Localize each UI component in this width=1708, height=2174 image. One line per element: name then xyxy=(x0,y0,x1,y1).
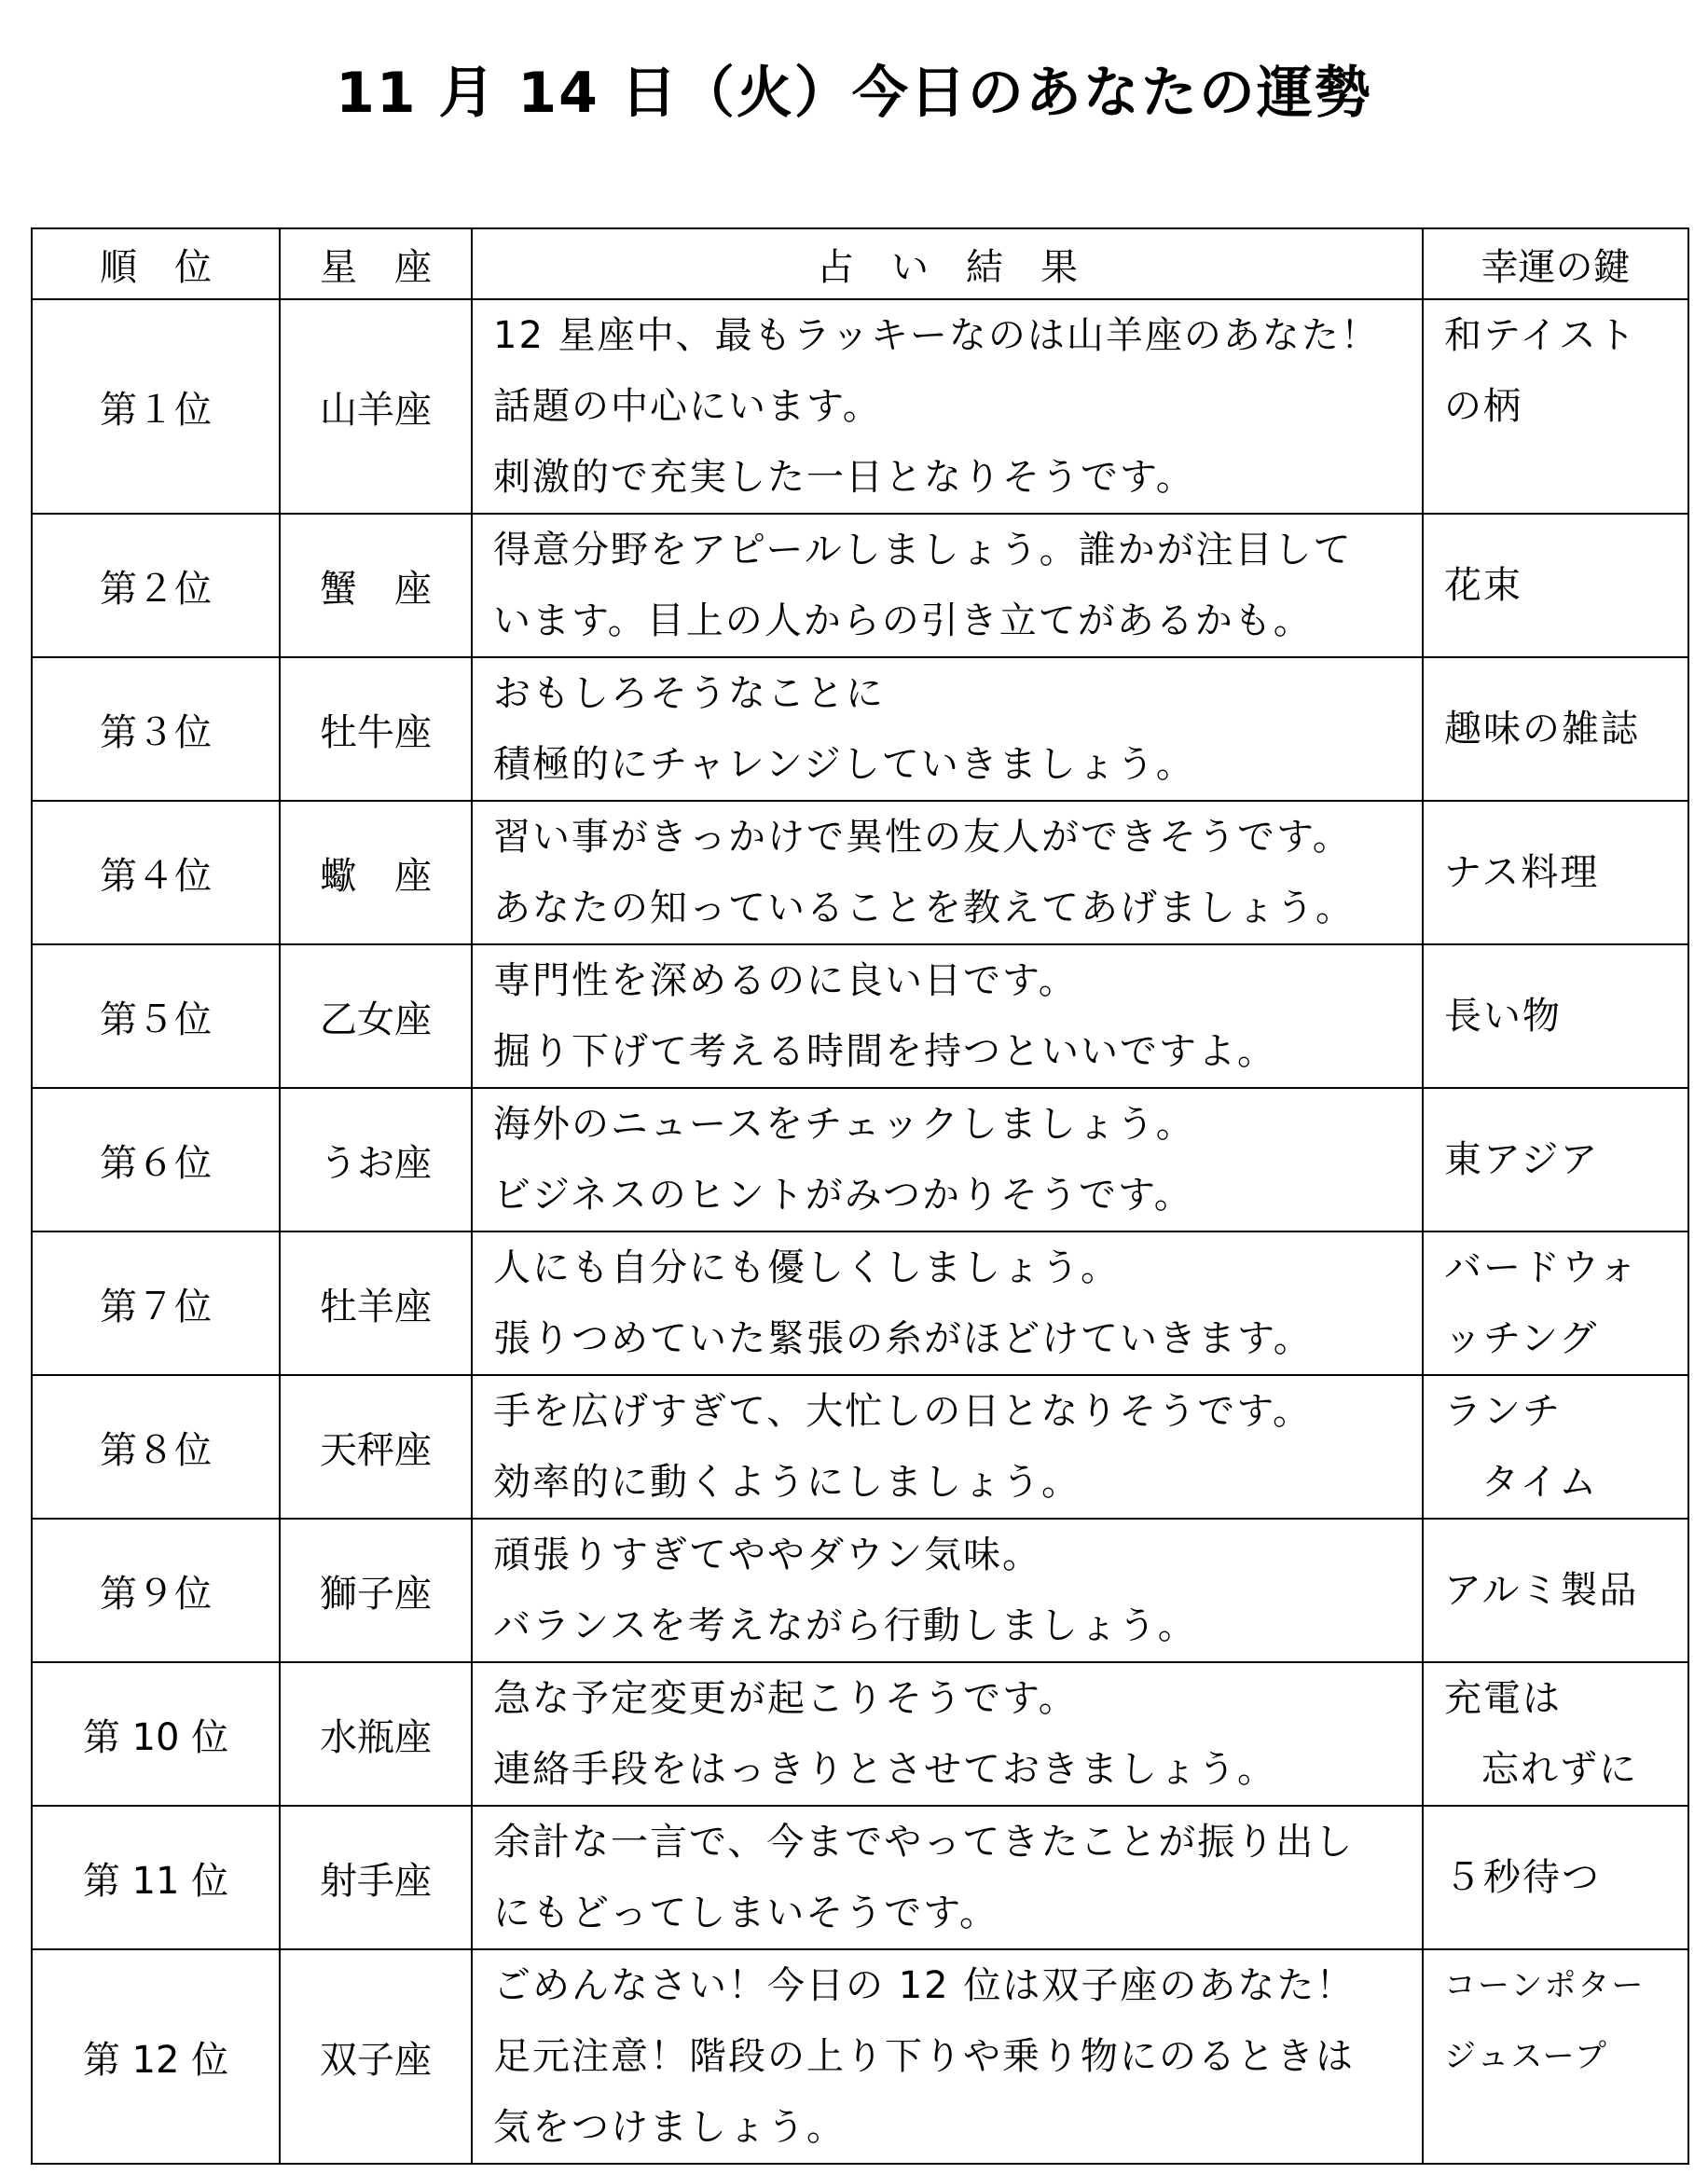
fortune-table xyxy=(31,227,1689,2165)
key-line: ランチ xyxy=(1444,1390,1562,1433)
rank-cell: 第 10 位 xyxy=(32,1662,280,1806)
rank-cell: 第８位 xyxy=(32,1375,280,1519)
result-cell xyxy=(472,1519,1423,1662)
sign-cell: 射手座 xyxy=(280,1806,472,1949)
result-line: 効率的に動くようにしましょう。 xyxy=(493,1461,1081,1504)
rank-cell: 第 12 位 xyxy=(32,1949,280,2164)
header-rank: 順 位 xyxy=(32,228,280,299)
result-line: 急な予定変更が起こりそうです。 xyxy=(493,1677,1078,1720)
key-line: ５秒待つ xyxy=(1444,1856,1601,1899)
rank-cell: 第７位 xyxy=(32,1231,280,1375)
sign-cell: 水瓶座 xyxy=(280,1662,472,1806)
header-result: 占 い 結 果 xyxy=(472,228,1423,299)
key-line: 東アジア xyxy=(1444,1138,1600,1181)
table-row xyxy=(32,657,1688,801)
result-line: ビジネスのヒントがみつかりそうです。 xyxy=(493,1174,1193,1217)
key-line: 充電は xyxy=(1444,1677,1562,1720)
table-row xyxy=(32,1806,1688,1949)
rank-cell: 第３位 xyxy=(32,657,280,801)
table-header-row xyxy=(32,228,1688,299)
sign-cell: 双子座 xyxy=(280,1949,472,2164)
result-line: 頑張りすぎてややダウン気味。 xyxy=(493,1534,1041,1576)
key-cell xyxy=(1423,1949,1688,2164)
key-cell xyxy=(1423,944,1688,1088)
table-row xyxy=(32,1375,1688,1519)
key-cell xyxy=(1423,801,1688,944)
key-cell xyxy=(1423,1662,1688,1806)
result-line: 積極的にチャレンジしていきましょう。 xyxy=(493,743,1195,786)
key-line: ジュスープ xyxy=(1444,2038,1608,2075)
result-line: 人にも自分にも優しくしましょう。 xyxy=(493,1246,1120,1289)
sign-cell: 牡牛座 xyxy=(280,657,472,801)
result-cell xyxy=(472,1662,1423,1806)
table-row xyxy=(32,1662,1688,1806)
result-cell xyxy=(472,1088,1423,1231)
key-cell xyxy=(1423,514,1688,657)
result-line: 連絡手段をはっきりとさせておきましょう。 xyxy=(493,1748,1276,1791)
table-row xyxy=(32,944,1688,1088)
rank-cell: 第６位 xyxy=(32,1088,280,1231)
sign-cell: うお座 xyxy=(280,1088,472,1231)
rank-cell: 第 11 位 xyxy=(32,1806,280,1949)
result-line: 専門性を深めるのに良い日です。 xyxy=(493,959,1078,1002)
sign-cell: 天秤座 xyxy=(280,1375,472,1519)
rank-cell: 第５位 xyxy=(32,944,280,1088)
header-key: 幸運の鍵 xyxy=(1423,228,1688,299)
result-cell xyxy=(472,1806,1423,1949)
result-line: 手を広げすぎて、大忙しの日となりそうです。 xyxy=(493,1390,1312,1433)
key-cell xyxy=(1423,1088,1688,1231)
key-line: バードウォ xyxy=(1444,1246,1639,1289)
key-line: コーンポター xyxy=(1444,1967,1646,2004)
key-line: ッチング xyxy=(1444,1317,1599,1360)
rank-cell: 第２位 xyxy=(32,514,280,657)
key-cell xyxy=(1423,1519,1688,1662)
result-line: 掘り下げて考える時間を持つといいですよ。 xyxy=(493,1030,1276,1073)
sign-cell: 乙女座 xyxy=(280,944,472,1088)
table-row xyxy=(32,514,1688,657)
result-line: 気をつけましょう。 xyxy=(493,2106,846,2149)
key-cell xyxy=(1423,1231,1688,1375)
key-line: 花束 xyxy=(1444,564,1522,607)
result-line: 習い事がきっかけで異性の友人ができそうです。 xyxy=(493,816,1352,859)
key-line: 忘れずに xyxy=(1481,1748,1638,1791)
result-line: 12 星座中、最もラッキーなのは山羊座のあなた！ xyxy=(493,314,1380,357)
table-row xyxy=(32,801,1688,944)
header-sign: 星 座 xyxy=(280,228,472,299)
key-cell xyxy=(1423,657,1688,801)
result-cell xyxy=(472,1231,1423,1375)
key-line: 長い物 xyxy=(1444,995,1562,1038)
result-cell xyxy=(472,514,1423,657)
key-line: タイム xyxy=(1481,1461,1599,1504)
result-line: バランスを考えながら行動しましょう。 xyxy=(493,1604,1197,1647)
key-cell xyxy=(1423,1375,1688,1519)
result-line: 海外のニュースをチェックしましょう。 xyxy=(493,1103,1195,1146)
key-line: アルミ製品 xyxy=(1444,1569,1639,1612)
result-cell xyxy=(472,1375,1423,1519)
result-cell xyxy=(472,944,1423,1088)
table-row xyxy=(32,299,1688,514)
table-row xyxy=(32,1088,1688,1231)
key-line: 和テイスト xyxy=(1444,314,1637,357)
sign-cell: 蟹 座 xyxy=(280,514,472,657)
key-line: 趣味の雑誌 xyxy=(1444,708,1640,750)
result-line: 余計な一言で、今までやってきたことが振り出し xyxy=(493,1821,1355,1864)
result-line: おもしろそうなことに xyxy=(493,672,885,715)
sign-cell: 牡羊座 xyxy=(280,1231,472,1375)
key-line: の柄 xyxy=(1444,385,1522,428)
table-row xyxy=(32,1519,1688,1662)
rank-cell: 第９位 xyxy=(32,1519,280,1662)
result-line: にもどってしまいそうです。 xyxy=(493,1892,999,1934)
rank-cell: 第４位 xyxy=(32,801,280,944)
result-cell xyxy=(472,801,1423,944)
result-line: あなたの知っていることを教えてあげましょう。 xyxy=(493,887,1355,929)
key-cell xyxy=(1423,299,1688,514)
result-line: います。目上の人からの引き立てがあるかも。 xyxy=(493,599,1313,642)
result-cell xyxy=(472,1949,1423,2164)
table-row xyxy=(32,1231,1688,1375)
rank-cell: 第１位 xyxy=(32,299,280,514)
sign-cell: 蠍 座 xyxy=(280,801,472,944)
result-cell xyxy=(472,299,1423,514)
result-line: ごめんなさい！今日の 12 位は双子座のあなた！ xyxy=(493,1964,1356,2007)
table-row xyxy=(32,1949,1688,2164)
sign-cell: 獅子座 xyxy=(280,1519,472,1662)
sign-cell: 山羊座 xyxy=(280,299,472,514)
page-title: 11 月 14 日（火）今日のあなたの運勢 xyxy=(336,61,1372,126)
result-line: 足元注意！階段の上り下りや乗り物にのるときは xyxy=(493,2035,1355,2078)
result-line: 話題の中心にいます。 xyxy=(493,385,882,428)
result-cell xyxy=(472,657,1423,801)
result-line: 刺激的で充実した一日となりそうです。 xyxy=(493,456,1195,499)
result-line: 得意分野をアピールしましょう。誰かが注目して xyxy=(493,529,1353,571)
key-cell xyxy=(1423,1806,1688,1949)
key-line: ナス料理 xyxy=(1444,851,1600,894)
result-line: 張りつめていた緊張の糸がほどけていきます。 xyxy=(493,1317,1313,1360)
